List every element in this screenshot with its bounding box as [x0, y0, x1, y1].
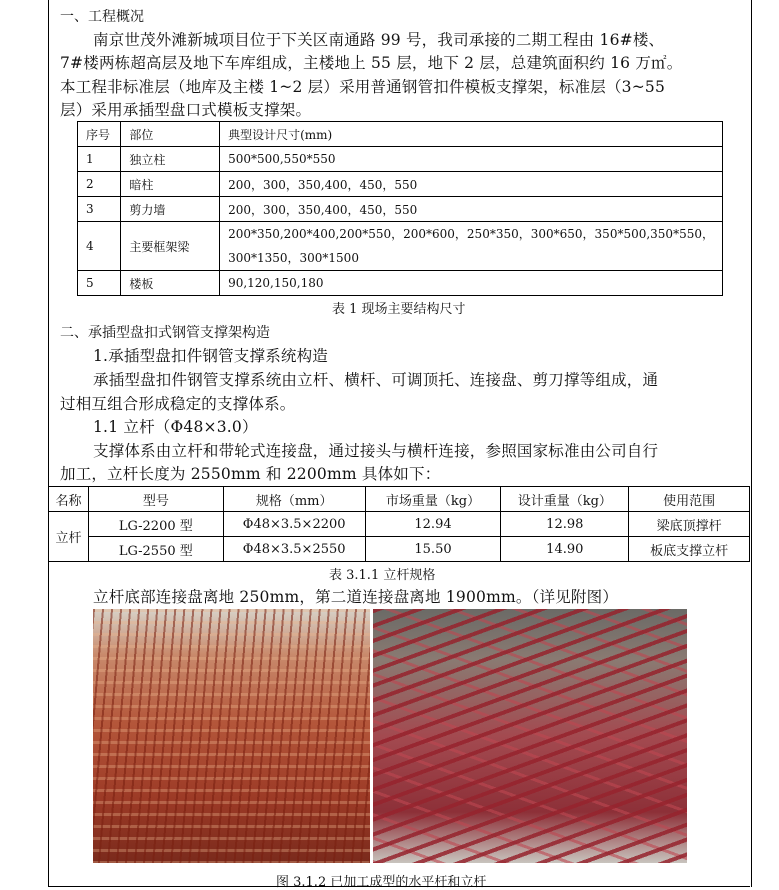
- section2-heading: 二、承插型盘扣式钢管支撑架构造: [60, 325, 270, 341]
- table-header-row: [49, 487, 750, 512]
- table-cell: 200，300，350,400，450，550: [220, 197, 723, 222]
- pole-connection-note: 立杆底部连接盘离地 250mm，第二道连接盘离地 1900mm。（详见附图）: [93, 588, 619, 606]
- section1-para-line-4: 层）采用承插型盘口式模板支撑架。: [60, 101, 312, 119]
- figure-caption: 图 3.1.2 已加工成型的水平杆和立杆: [276, 875, 487, 890]
- section2-subheading-1: 1.承插型盘扣件钢管支撑系统构造: [93, 347, 328, 365]
- table-row: [49, 537, 750, 562]
- section2-subheading-2: 1.1 立杆（Φ48×3.0）: [93, 418, 258, 436]
- table-header-row: [78, 122, 723, 147]
- table-cell: 200，300，350,400，450，550: [220, 172, 723, 197]
- table-cell: [220, 222, 723, 271]
- processed-poles-photo: [373, 609, 687, 863]
- table-row: [78, 271, 723, 296]
- table-cell: Φ48×3.5×2550: [223, 537, 365, 562]
- header-cell: 名称: [49, 487, 89, 512]
- table-cell: LG-2550 型: [88, 537, 223, 562]
- header-cell: 型号: [88, 487, 223, 512]
- section1-para-line-1: 南京世茂外滩新城项目位于下关区南通路 99 号，我司承接的二期工程由 16#楼、: [93, 31, 665, 49]
- table-cell: 90,120,150,180: [220, 271, 723, 296]
- header-cell: 规格（mm）: [223, 487, 365, 512]
- table-row: [78, 147, 723, 172]
- section2-para1-line-2: 过相互组合形成稳定的支撑体系。: [60, 395, 296, 413]
- section1-para-line-2: 7#楼两栋超高层及地下车库组成，主楼地上 55 层，地下 2 层，总建筑面积约 16 万㎡。: [60, 54, 683, 72]
- header-cell: 部位: [121, 122, 220, 147]
- table-cell-line-2: 300*1350，300*1500: [228, 251, 359, 265]
- header-cell: 典型设计尺寸(mm): [220, 122, 723, 147]
- pole-spec-table: [48, 486, 750, 562]
- table-cell: 5: [78, 271, 121, 296]
- section2-para1-line-1: 承插型盘扣件钢管支撑系统由立杆、横杆、可调顶托、连接盘、剪刀撑等组成，通: [93, 371, 659, 389]
- section2-para2-line-1: 支撑体系由立杆和带轮式连接盘，通过接头与横杆连接，参照国家标准由公司自行: [93, 442, 659, 460]
- table-cell-line-1: 200*350,200*400,200*550，200*600，250*350，300*650，350*500,350*550，: [228, 227, 714, 241]
- table-cell: 主要框架梁: [121, 222, 220, 271]
- section1-heading: 一、工程概况: [60, 9, 144, 25]
- table1-caption: 表 1 现场主要结构尺寸: [332, 302, 466, 317]
- stacked-poles-photo: [93, 609, 370, 863]
- table-cell: 14.90: [501, 537, 629, 562]
- header-cell: 序号: [78, 122, 121, 147]
- section1-para-line-3: 本工程非标准层（地库及主楼 1~2 层）采用普通钢管扣件模板支撑架，标准层（3~55: [60, 78, 666, 96]
- table-row: [78, 172, 723, 197]
- table-cell: 板底支撑立杆: [629, 537, 750, 562]
- table-cell: 暗柱: [121, 172, 220, 197]
- header-cell: 设计重量（kg）: [501, 487, 629, 512]
- table-cell: 4: [78, 222, 121, 271]
- table-cell: 梁底顶撑杆: [629, 512, 750, 537]
- table-cell: 500*500,550*550: [220, 147, 723, 172]
- table-cell: LG-2200 型: [88, 512, 223, 537]
- table-row: [49, 512, 750, 537]
- header-cell: 使用范围: [629, 487, 750, 512]
- table-cell: 楼板: [121, 271, 220, 296]
- table-cell: 独立柱: [121, 147, 220, 172]
- group-name-cell: 立杆: [49, 512, 89, 562]
- header-cell: 市场重量（kg）: [365, 487, 501, 512]
- table2-caption: 表 3.1.1 立杆规格: [329, 568, 436, 583]
- table-row: [78, 222, 723, 271]
- table-cell: 剪力墙: [121, 197, 220, 222]
- table-cell: 3: [78, 197, 121, 222]
- table-cell: 1: [78, 147, 121, 172]
- structure-size-table: [77, 121, 723, 296]
- table-row: [78, 197, 723, 222]
- table-cell: 12.94: [365, 512, 501, 537]
- table-cell: 2: [78, 172, 121, 197]
- table-cell: Φ48×3.5×2200: [223, 512, 365, 537]
- table-cell: 12.98: [501, 512, 629, 537]
- table-cell: 15.50: [365, 537, 501, 562]
- section2-para2-line-2: 加工，立杆长度为 2550mm 和 2200mm 具体如下：: [60, 465, 441, 483]
